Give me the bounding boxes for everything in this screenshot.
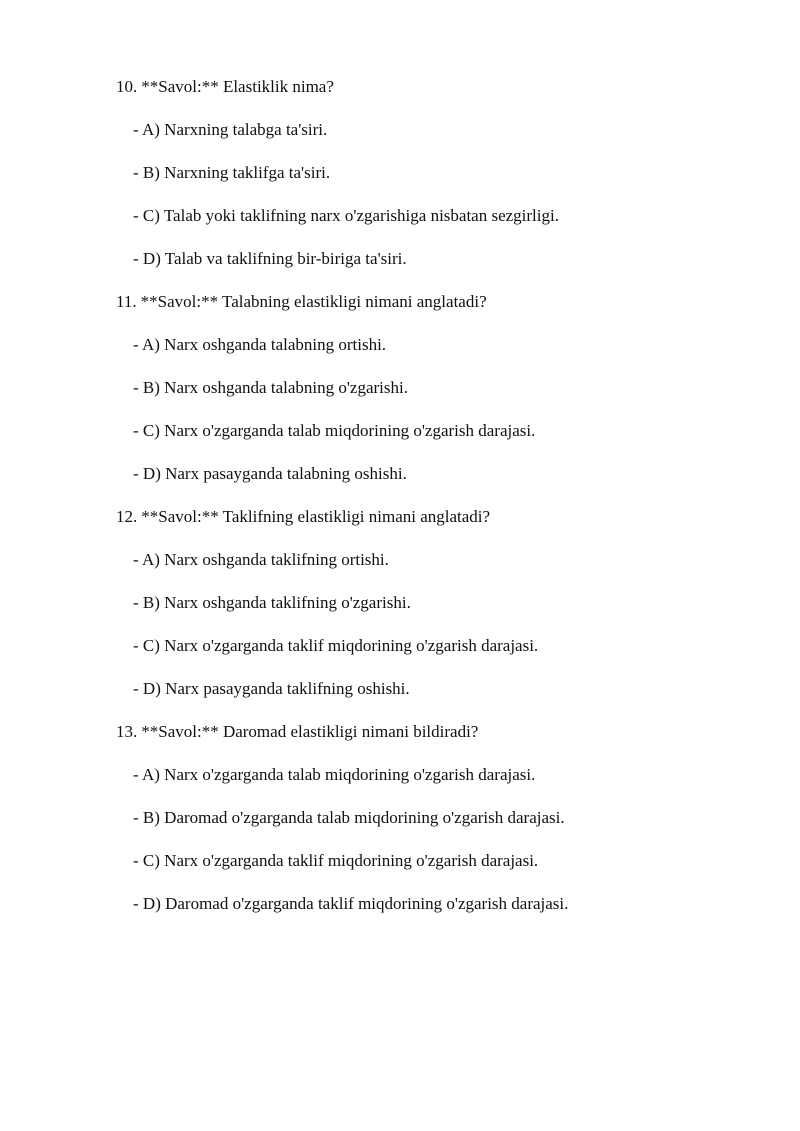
question-heading: [116, 292, 756, 335]
question-number: 11.: [116, 292, 137, 311]
option-d: - D) Narx pasayganda taklifning oshishi.: [133, 679, 410, 698]
option-a: - A) Narxning talabga ta'siri.: [133, 120, 328, 139]
question-heading: [116, 722, 756, 765]
option-b: - B) Narxning taklifga ta'siri.: [133, 163, 331, 182]
option-b: - B) Narx oshganda taklifning o'zgarishi.: [133, 593, 411, 612]
question-10: [116, 77, 756, 292]
question-text: **Savol:** Talabning elastikligi nimani anglatadi?: [140, 292, 487, 311]
question-heading: [116, 507, 756, 550]
question-text: **Savol:** Elastiklik nima?: [141, 77, 334, 96]
question-12: [116, 507, 756, 722]
option-d: - D) Narx pasayganda talabning oshishi.: [133, 464, 407, 483]
question-11: [116, 292, 756, 507]
option-a: - A) Narx o'zgarganda talab miqdorining o'zgarish darajasi.: [133, 765, 536, 784]
question-heading: [116, 77, 756, 120]
question-list: [116, 77, 756, 937]
option-c: - C) Talab yoki taklifning narx o'zgarishiga nisbatan sezgirligi.: [133, 206, 559, 225]
question-text: **Savol:** Taklifning elastikligi nimani anglatadi?: [141, 507, 491, 526]
option-c: - C) Narx o'zgarganda taklif miqdorining o'zgarish darajasi.: [133, 636, 539, 655]
question-text: **Savol:** Daromad elastikligi nimani bildiradi?: [141, 722, 479, 741]
option-d: - D) Talab va taklifning bir-biriga ta'siri.: [133, 249, 407, 268]
option-a: - A) Narx oshganda taklifning ortishi.: [133, 550, 389, 569]
question-number: 12.: [116, 507, 138, 526]
question-number: 10.: [116, 77, 138, 96]
question-13: [116, 722, 756, 937]
option-c: - C) Narx o'zgarganda talab miqdorining o'zgarish darajasi.: [133, 421, 536, 440]
option-d: - D) Daromad o'zgarganda taklif miqdorining o'zgarish darajasi.: [133, 894, 569, 913]
option-c: - C) Narx o'zgarganda taklif miqdorining o'zgarish darajasi.: [133, 851, 539, 870]
option-b: - B) Narx oshganda talabning o'zgarishi.: [133, 378, 408, 397]
option-b: - B) Daromad o'zgarganda talab miqdorining o'zgarish darajasi.: [133, 808, 565, 827]
option-a: - A) Narx oshganda talabning ortishi.: [133, 335, 387, 354]
question-number: 13.: [116, 722, 138, 741]
